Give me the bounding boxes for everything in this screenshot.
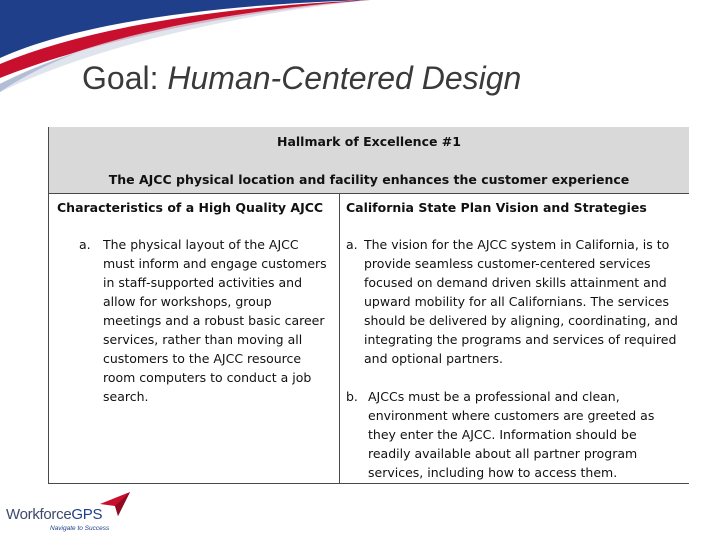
workforcegps-arrow-icon: [98, 490, 132, 518]
hallmark-table: [48, 127, 689, 484]
table-header-hallmark: Hallmark of Excellence #1: [277, 134, 461, 149]
list-item-marker: b.: [346, 389, 358, 404]
right-column-heading: California State Plan Vision and Strategies: [346, 200, 647, 215]
slide-title: [82, 60, 521, 97]
table-header-statement: The AJCC physical location and facility enhances the customer experience: [108, 172, 630, 187]
list-item-text: The vision for the AJCC system in California, is to provide seamless customer-centered services focused on demand driven skills attainment and upward mobility for all Californians. The services should be delivered by aligning, coordinating, and integrating the programs and services of required and optional partners.: [364, 237, 678, 366]
table-header: [49, 127, 689, 194]
column-divider: [339, 193, 340, 483]
left-column-heading: Characteristics of a High Quality AJCC: [57, 200, 324, 215]
list-item-text: AJCCs must be a professional and clean, environment where customers are greeted as they enter the AJCC. Information should be readily available about all partner program services, including how to access them.: [368, 389, 655, 480]
slide-title-italic: Human-Centered Design: [167, 60, 522, 96]
list-item-text: The physical layout of the AJCC must inform and engage customers in staff-supported activities and allow for workshops, group meetings and a robust basic career services, rather than moving all customers to the AJCC resource room computers to conduct a job search.: [103, 237, 327, 404]
logo-wordmark: WorkforceGPS: [6, 506, 103, 523]
slide-title-prefix: Goal:: [82, 60, 168, 96]
list-item: [346, 235, 686, 370]
workforcegps-logo: [6, 490, 136, 535]
list-item: [79, 235, 329, 410]
list-item-marker: a.: [79, 237, 91, 252]
logo-tagline: Navigate to Success: [50, 525, 110, 532]
list-item-marker: a.: [346, 237, 358, 252]
list-item: [346, 387, 686, 483]
